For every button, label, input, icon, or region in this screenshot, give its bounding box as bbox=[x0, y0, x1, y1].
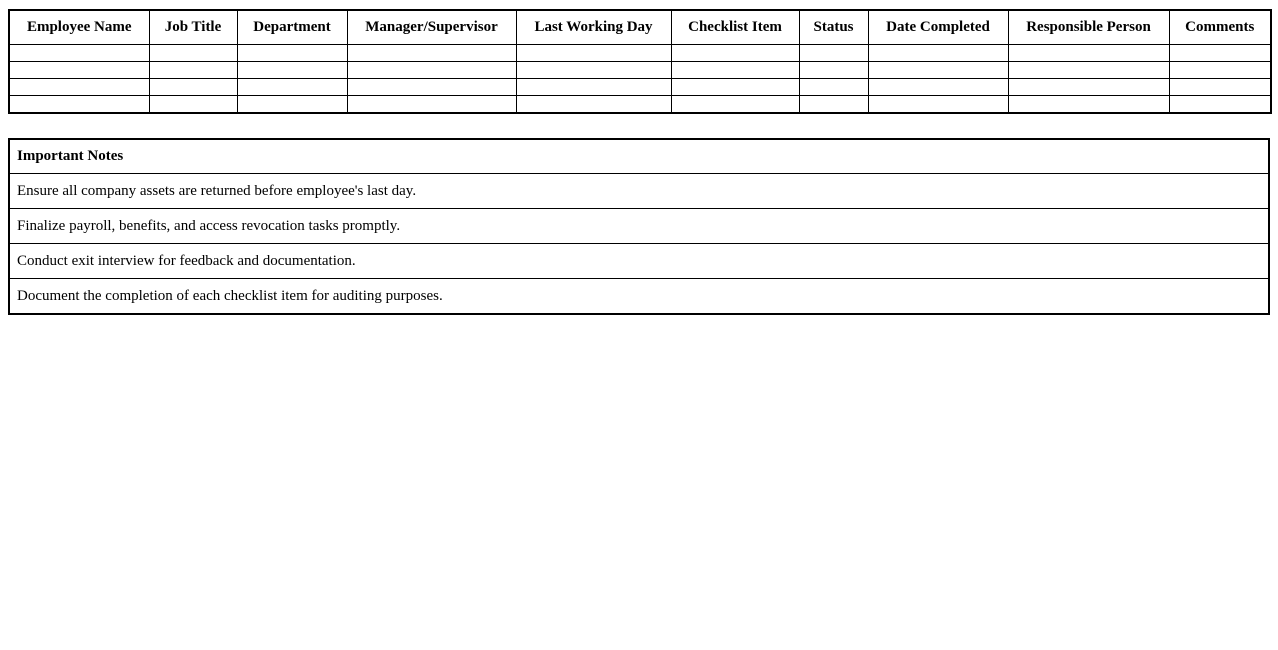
empty-cell bbox=[347, 96, 516, 114]
note-row bbox=[9, 279, 1269, 315]
important-notes-table bbox=[8, 138, 1270, 315]
empty-cell bbox=[1169, 96, 1271, 114]
empty-cell bbox=[237, 96, 347, 114]
column-header-checklist-item: Checklist Item bbox=[671, 10, 799, 45]
empty-cell bbox=[149, 96, 237, 114]
empty-cell bbox=[237, 79, 347, 96]
empty-cell bbox=[1008, 62, 1169, 79]
empty-cell bbox=[9, 96, 149, 114]
note-row bbox=[9, 244, 1269, 279]
empty-cell bbox=[799, 79, 868, 96]
column-header-last-working-day: Last Working Day bbox=[516, 10, 671, 45]
empty-cell bbox=[347, 45, 516, 62]
table-row bbox=[9, 79, 1271, 96]
column-header-status: Status bbox=[799, 10, 868, 45]
empty-cell bbox=[671, 45, 799, 62]
table-row bbox=[9, 96, 1271, 114]
empty-cell bbox=[671, 79, 799, 96]
empty-cell bbox=[1008, 79, 1169, 96]
empty-cell bbox=[671, 62, 799, 79]
empty-cell bbox=[868, 96, 1008, 114]
note-text: Conduct exit interview for feedback and documentation. bbox=[9, 244, 1269, 279]
exit-checklist-table bbox=[8, 9, 1272, 114]
column-header-manager-supervisor: Manager/Supervisor bbox=[347, 10, 516, 45]
empty-cell bbox=[9, 45, 149, 62]
note-text: Finalize payroll, benefits, and access revocation tasks promptly. bbox=[9, 209, 1269, 244]
empty-cell bbox=[516, 96, 671, 114]
table-row bbox=[9, 45, 1271, 62]
column-header-comments: Comments bbox=[1169, 10, 1271, 45]
note-row bbox=[9, 174, 1269, 209]
note-text: Document the completion of each checklist item for auditing purposes. bbox=[9, 279, 1269, 315]
column-header-responsible-person: Responsible Person bbox=[1008, 10, 1169, 45]
empty-cell bbox=[671, 96, 799, 114]
note-row bbox=[9, 209, 1269, 244]
empty-cell bbox=[516, 62, 671, 79]
empty-cell bbox=[868, 45, 1008, 62]
column-header-department: Department bbox=[237, 10, 347, 45]
empty-cell bbox=[516, 45, 671, 62]
empty-cell bbox=[799, 62, 868, 79]
empty-cell bbox=[516, 79, 671, 96]
empty-cell bbox=[149, 79, 237, 96]
table-row bbox=[9, 62, 1271, 79]
empty-cell bbox=[1169, 45, 1271, 62]
empty-cell bbox=[1169, 62, 1271, 79]
column-header-date-completed: Date Completed bbox=[868, 10, 1008, 45]
empty-cell bbox=[868, 79, 1008, 96]
checklist-header-row bbox=[9, 10, 1271, 45]
column-header-job-title: Job Title bbox=[149, 10, 237, 45]
empty-cell bbox=[9, 79, 149, 96]
empty-cell bbox=[1169, 79, 1271, 96]
note-text: Ensure all company assets are returned before employee's last day. bbox=[9, 174, 1269, 209]
column-header-employee-name: Employee Name bbox=[9, 10, 149, 45]
empty-cell bbox=[799, 45, 868, 62]
empty-cell bbox=[149, 62, 237, 79]
notes-header: Important Notes bbox=[9, 139, 1269, 174]
empty-cell bbox=[1008, 96, 1169, 114]
empty-cell bbox=[1008, 45, 1169, 62]
empty-cell bbox=[237, 62, 347, 79]
empty-cell bbox=[9, 62, 149, 79]
empty-cell bbox=[799, 96, 868, 114]
empty-cell bbox=[237, 45, 347, 62]
empty-cell bbox=[149, 45, 237, 62]
empty-cell bbox=[868, 62, 1008, 79]
notes-header-row bbox=[9, 139, 1269, 174]
empty-cell bbox=[347, 62, 516, 79]
empty-cell bbox=[347, 79, 516, 96]
